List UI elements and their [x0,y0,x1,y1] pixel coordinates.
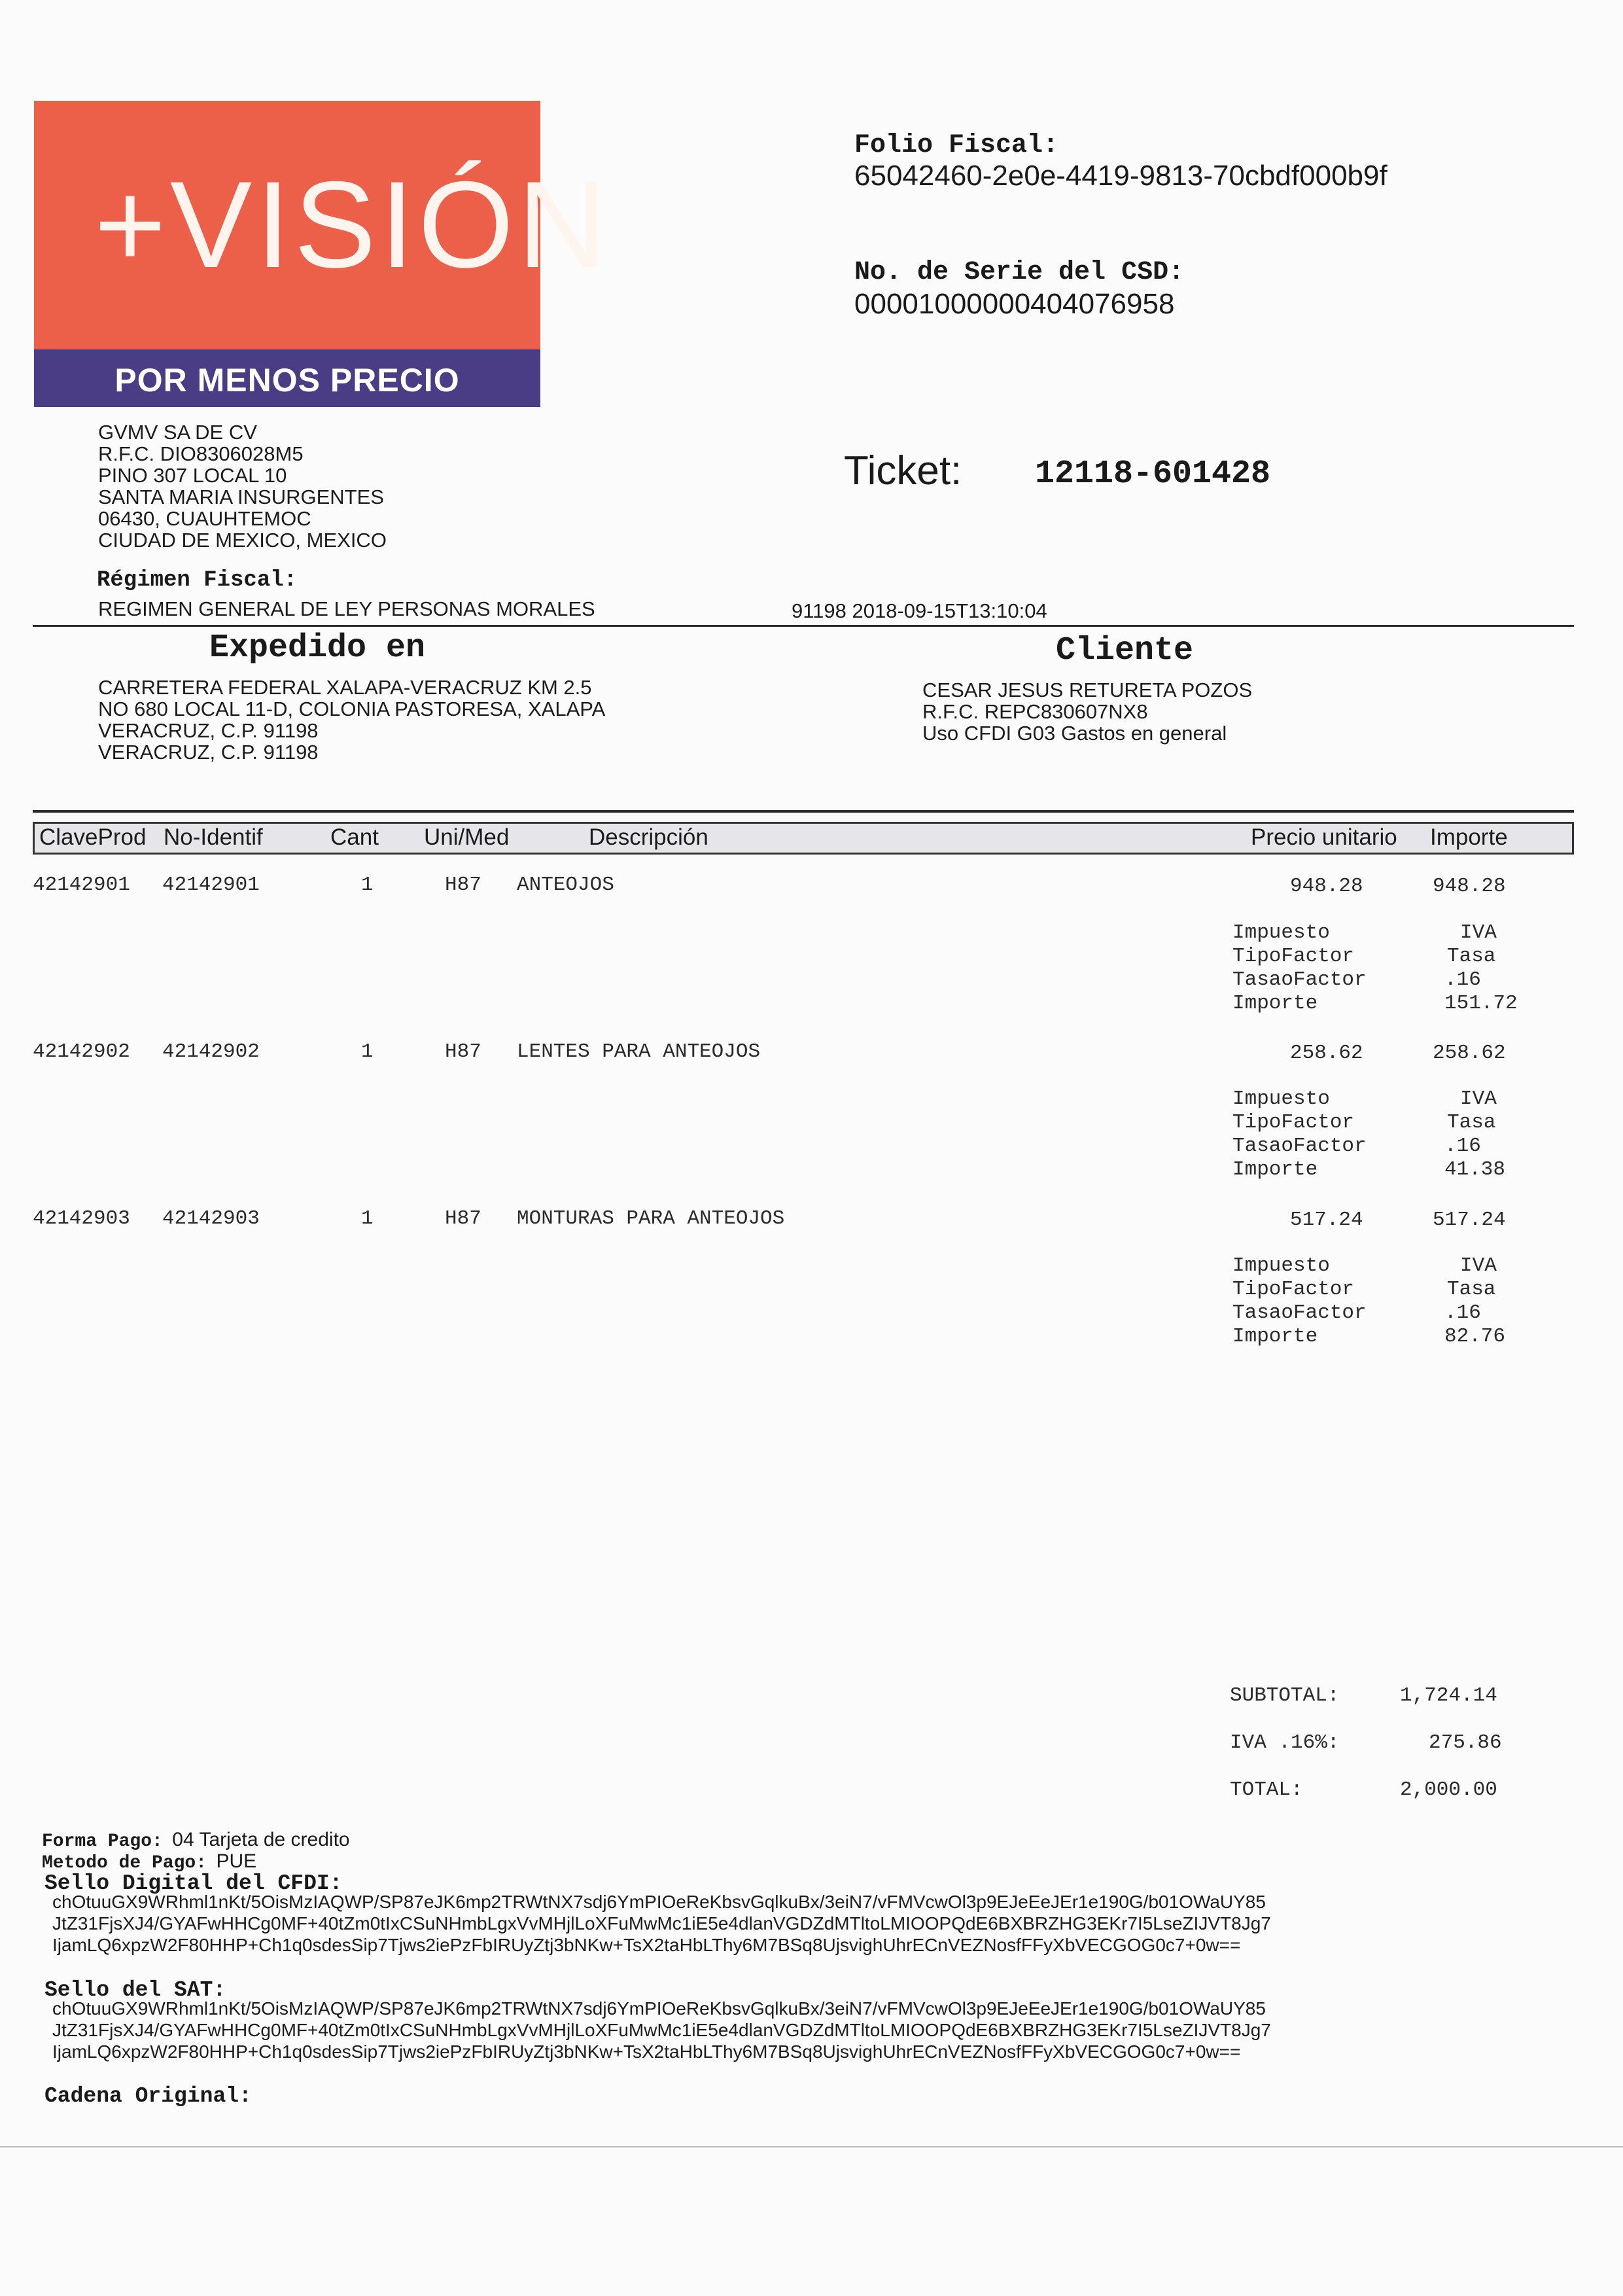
sello-sat-label: Sello del SAT: [44,1978,226,2002]
iva-value: 275.86 [1429,1731,1502,1754]
page-edge [0,2146,1623,2147]
tax-values [1444,921,1518,1016]
divider [33,810,1574,813]
metodo-label: Metodo de Pago: [42,1853,207,1873]
ticket-label: Ticket: [844,448,962,493]
tax-importe: 151.72 [1444,992,1518,1015]
metodo-value: PUE [216,1850,257,1872]
expedido-title: Expedido en [209,629,426,667]
company-logo [34,101,611,407]
tax-label: TipoFactor [1232,1111,1355,1134]
emisor-block [98,421,387,551]
forma-label: Forma Pago: [42,1831,163,1852]
tax-tasa: .16 [1444,1301,1481,1324]
tax-label: TasaoFactor [1232,1301,1367,1324]
cell-clave: 42142903 [33,1207,130,1230]
logo-brand-text: +VISIÓN [94,156,611,293]
tax-label: Impuesto [1232,1087,1330,1110]
col-header-noidentif: No-Identif [164,824,263,850]
serie-value: 00001000000404076958 [854,288,1175,320]
tax-label: Importe [1232,1158,1318,1181]
sello-line: IjamLQ6xpzW2F80HHP+Ch1q0sdesSip7Tjws2iePzFbIRUyZtj3bNKw+TsX2taHbLThy6M7BSq8UjsvighUhrECnVEZNosfFFyXbVECGOG0c7+0w== [52,2041,1241,2062]
logo-slogan: POR MENOS PRECIO [114,362,460,398]
cliente-line: Uso CFDI G03 Gastos en general [922,722,1227,745]
col-header-precio: Precio unitario [1251,824,1397,850]
payment-forma [42,1829,350,1852]
cell-ident: 42142902 [162,1040,260,1063]
tax-labels [1232,1087,1367,1182]
cliente-block [922,679,1252,744]
folio-value: 65042460-2e0e-4419-9813-70cbdf000b9f [854,160,1387,192]
tax-tipo: Tasa [1447,945,1496,968]
tax-importe: 82.76 [1444,1325,1506,1348]
tax-label: TasaoFactor [1232,968,1367,991]
cell-clave: 42142901 [33,874,130,896]
total-label: TOTAL: [1230,1778,1303,1801]
tax-impuesto: IVA [1460,1254,1497,1277]
tax-impuesto: IVA [1460,1087,1497,1110]
tax-values [1444,1087,1505,1182]
cadena-label: Cadena Original: [44,2084,252,2108]
tax-labels [1232,921,1367,1016]
expedido-block [98,677,605,763]
cell-precio: 517.24 [1290,1209,1363,1231]
tax-tipo: Tasa [1447,1278,1496,1301]
sello-cfdi-block [52,1891,1271,1956]
cell-importe: 517.24 [1433,1209,1506,1231]
regimen-value: REGIMEN GENERAL DE LEY PERSONAS MORALES [98,597,595,620]
cell-cant: 1 [361,1207,374,1230]
cell-unidad: H87 [445,874,481,896]
tax-tasa: .16 [1444,968,1481,991]
tax-label: TasaoFactor [1232,1135,1367,1157]
emission-stamp: 91198 2018-09-15T13:10:04 [792,599,1047,622]
cell-desc: ANTEOJOS [517,874,614,896]
tax-label: TipoFactor [1232,1278,1355,1301]
tax-label: Importe [1232,992,1318,1015]
cell-clave: 42142902 [33,1040,130,1063]
col-header-importe: Importe [1430,824,1508,850]
serie-label: No. de Serie del CSD: [854,258,1185,287]
tax-values [1444,1254,1505,1349]
cell-desc: MONTURAS PARA ANTEOJOS [517,1207,785,1230]
cell-ident: 42142901 [162,874,260,896]
subtotal-label: SUBTOTAL: [1230,1684,1340,1707]
expedido-line: VERACRUZ, C.P. 91198 [98,719,319,742]
col-header-cant: Cant [330,824,379,850]
iva-label: IVA .16%: [1230,1731,1340,1754]
tax-tasa: .16 [1444,1135,1481,1157]
regimen-label: Régimen Fiscal: [97,568,298,593]
cell-cant: 1 [361,874,374,896]
tax-label: Importe [1232,1325,1318,1348]
sello-sat-block [52,1998,1271,2062]
cell-importe: 258.62 [1433,1042,1506,1065]
tax-impuesto: IVA [1460,921,1497,944]
expedido-line: NO 680 LOCAL 11-D, COLONIA PASTORESA, XALAPA [98,698,606,720]
col-header-descripcion: Descripción [589,824,708,850]
cliente-line: CESAR JESUS RETURETA POZOS [922,679,1253,701]
cell-ident: 42142903 [162,1207,260,1230]
expedido-line: CARRETERA FEDERAL XALAPA-VERACRUZ KM 2.5 [98,676,592,699]
sello-line: chOtuuGX9WRhml1nKt/5OisMzIAQWP/SP87eJK6mp2TRWtNX7sdj6YmPIOeReKbsvGqlkuBx/3eiN7/vFMVcwOl3p9EJeEeJEr1e190G/b01OWaUY85 [52,1892,1266,1912]
sello-line: JtZ31FjsXJ4/GYAFwHHCg0MF+40tZm0tIxCSuNHmbLgxVvMHjlLoXFuMwMc1iE5e4dlanVGDZdMTltoLMIOOPQdE6BXBRZHG3EKr7I5LseZIJVT8Jg7 [52,2020,1271,2040]
cell-unidad: H87 [445,1040,481,1063]
tax-label: Impuesto [1232,921,1330,944]
expedido-line: VERACRUZ, C.P. 91198 [98,741,319,764]
divider [33,625,1574,627]
emisor-line: R.F.C. DIO8306028M5 [98,442,304,465]
sello-cfdi-label: Sello Digital del CFDI: [44,1871,343,1896]
cell-unidad: H87 [445,1207,481,1230]
emisor-line: GVMV SA DE CV [98,421,257,444]
cell-precio: 258.62 [1290,1042,1363,1065]
col-header-unimed: Uni/Med [424,824,510,850]
payment-metodo [42,1850,256,1873]
cliente-line: R.F.C. REPC830607NX8 [922,700,1148,723]
folio-label: Folio Fiscal: [854,131,1059,160]
subtotal-value: 1,724.14 [1400,1684,1497,1707]
col-header-claveprod: ClaveProd [39,824,147,850]
tax-label: Impuesto [1232,1254,1330,1277]
cell-desc: LENTES PARA ANTEOJOS [517,1040,761,1063]
total-value: 2,000.00 [1400,1778,1497,1801]
sello-line: chOtuuGX9WRhml1nKt/5OisMzIAQWP/SP87eJK6mp2TRWtNX7sdj6YmPIOeReKbsvGqlkuBx/3eiN7/vFMVcwOl3p9EJeEeJEr1e190G/b01OWaUY85 [52,1998,1266,2019]
tax-label: TipoFactor [1232,945,1355,968]
cell-precio: 948.28 [1290,875,1363,898]
cliente-title: Cliente [1056,632,1194,669]
emisor-line: SANTA MARIA INSURGENTES [98,486,384,508]
cell-importe: 948.28 [1433,875,1506,898]
sello-line: IjamLQ6xpzW2F80HHP+Ch1q0sdesSip7Tjws2iePzFbIRUyZtj3bNKw+TsX2taHbLThy6M7BSq8UjsvighUhrECnVEZNosfFFyXbVECGOG0c7+0w== [52,1935,1241,1955]
tax-tipo: Tasa [1447,1111,1496,1134]
tax-labels [1232,1254,1367,1349]
emisor-line: 06430, CUAUHTEMOC [98,507,311,530]
emisor-line: PINO 307 LOCAL 10 [98,464,287,487]
ticket-value: 12118-601428 [1035,455,1271,493]
sello-line: JtZ31FjsXJ4/GYAFwHHCg0MF+40tZm0tIxCSuNHmbLgxVvMHjlLoXFuMwMc1iE5e4dlanVGDZdMTltoLMIOOPQdE6BXBRZHG3EKr7I5LseZIJVT8Jg7 [52,1913,1271,1934]
forma-value: 04 Tarjeta de credito [172,1829,350,1850]
emisor-line: CIUDAD DE MEXICO, MEXICO [98,529,387,552]
cell-cant: 1 [361,1040,374,1063]
tax-importe: 41.38 [1444,1158,1506,1181]
